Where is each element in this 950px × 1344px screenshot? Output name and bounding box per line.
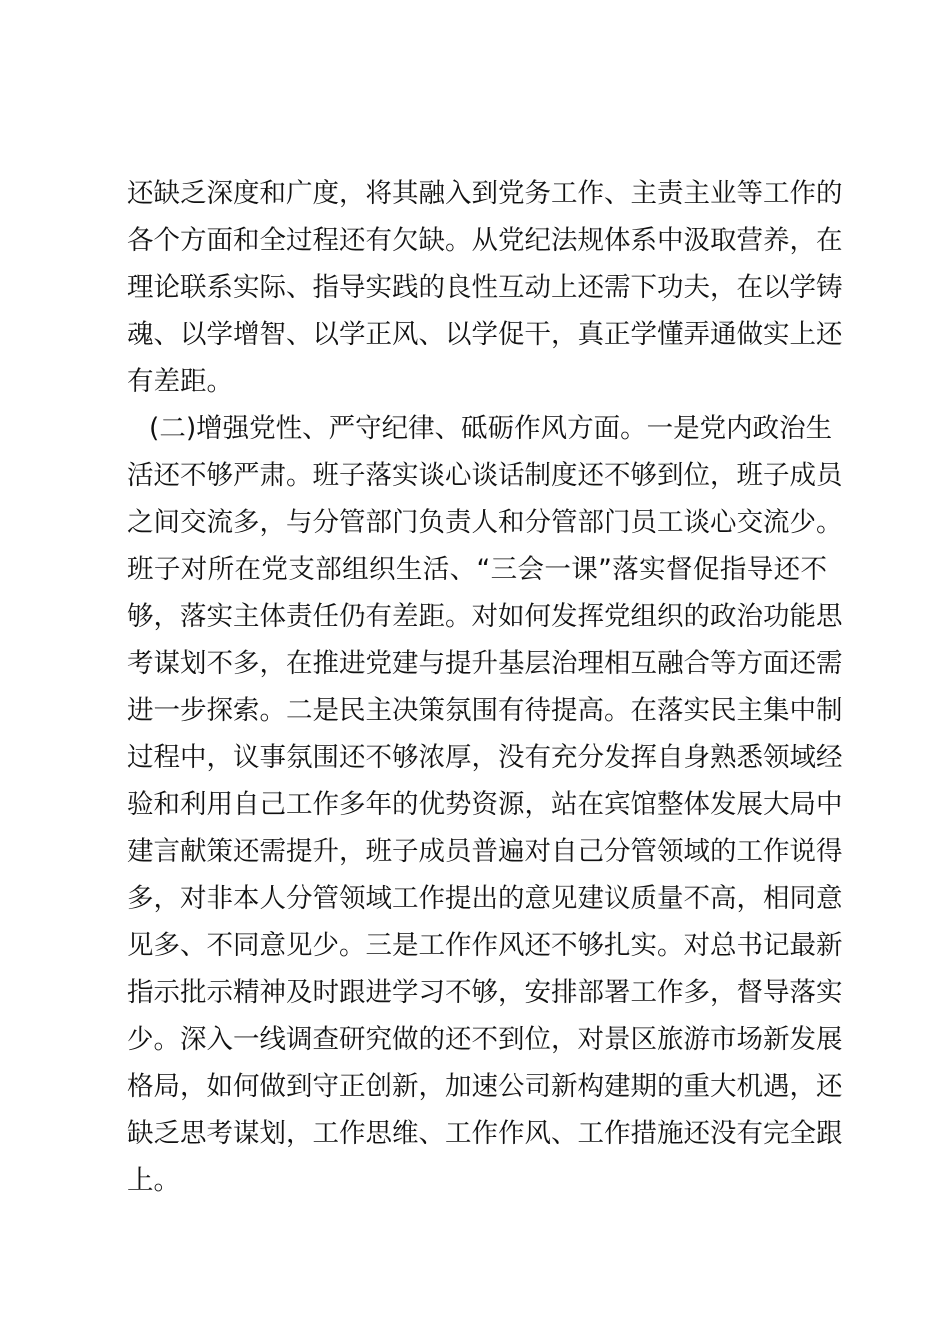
- text-line: 考谋划不多，在推进党建与提升基层治理相互融合等方面还需: [127, 648, 843, 679]
- text-line: 班子对所在党支部组织生活、“三会一课”落实督促指导还不: [127, 554, 827, 585]
- text-line: 多，对非本人分管领域工作提出的意见建议质量不高，相同意: [127, 883, 843, 914]
- text-line: 上。: [127, 1165, 180, 1196]
- text-line: 进一步探索。二是民主决策氛围有待提高。在落实民主集中制: [127, 695, 843, 726]
- text-line: 还缺乏深度和广度，将其融入到党务工作、主责主业等工作的: [127, 178, 843, 209]
- text-line: 见多、不同意见少。三是工作作风还不够扎实。对总书记最新: [127, 930, 843, 961]
- paragraph-continuation: [127, 170, 843, 405]
- text-line: 魂、以学增智、以学正风、以学促干，真正学懂弄通做实上还: [127, 319, 843, 350]
- text-line: 够，落实主体责任仍有差距。对如何发挥党组织的政治功能思: [127, 601, 843, 632]
- text-line: 理论联系实际、指导实践的良性互动上还需下功夫，在以学铸: [127, 272, 843, 303]
- text-line: 格局，如何做到守正创新，加速公司新构建期的重大机遇，还: [127, 1071, 843, 1102]
- text-line: 少。深入一线调查研究做的还不到位，对景区旅游市场新发展: [127, 1024, 843, 1055]
- text-line: 过程中，议事氛围还不够浓厚，没有充分发挥自身熟悉领域经: [127, 742, 843, 773]
- text-line: 缺乏思考谋划，工作思维、工作作风、工作措施还没有完全跟: [127, 1118, 843, 1149]
- text-line: (二)增强党性、严守纪律、砥砺作风方面。一是党内政治生: [149, 413, 833, 444]
- text-line: 各个方面和全过程还有欠缺。从党纪法规体系中汲取营养，在: [127, 225, 843, 256]
- document-body: [127, 170, 843, 1204]
- paragraph-section-two: [127, 405, 843, 1204]
- text-line: 之间交流多，与分管部门负责人和分管部门员工谈心交流少。: [127, 507, 843, 538]
- text-line: 有差距。: [127, 366, 233, 397]
- text-line: 建言献策还需提升，班子成员普遍对自己分管领域的工作说得: [127, 836, 843, 867]
- text-line: 验和利用自己工作多年的优势资源，站在宾馆整体发展大局中: [127, 789, 843, 820]
- text-line: 指示批示精神及时跟进学习不够，安排部署工作多，督导落实: [127, 977, 843, 1008]
- text-line: 活还不够严肃。班子落实谈心谈话制度还不够到位，班子成员: [127, 460, 843, 491]
